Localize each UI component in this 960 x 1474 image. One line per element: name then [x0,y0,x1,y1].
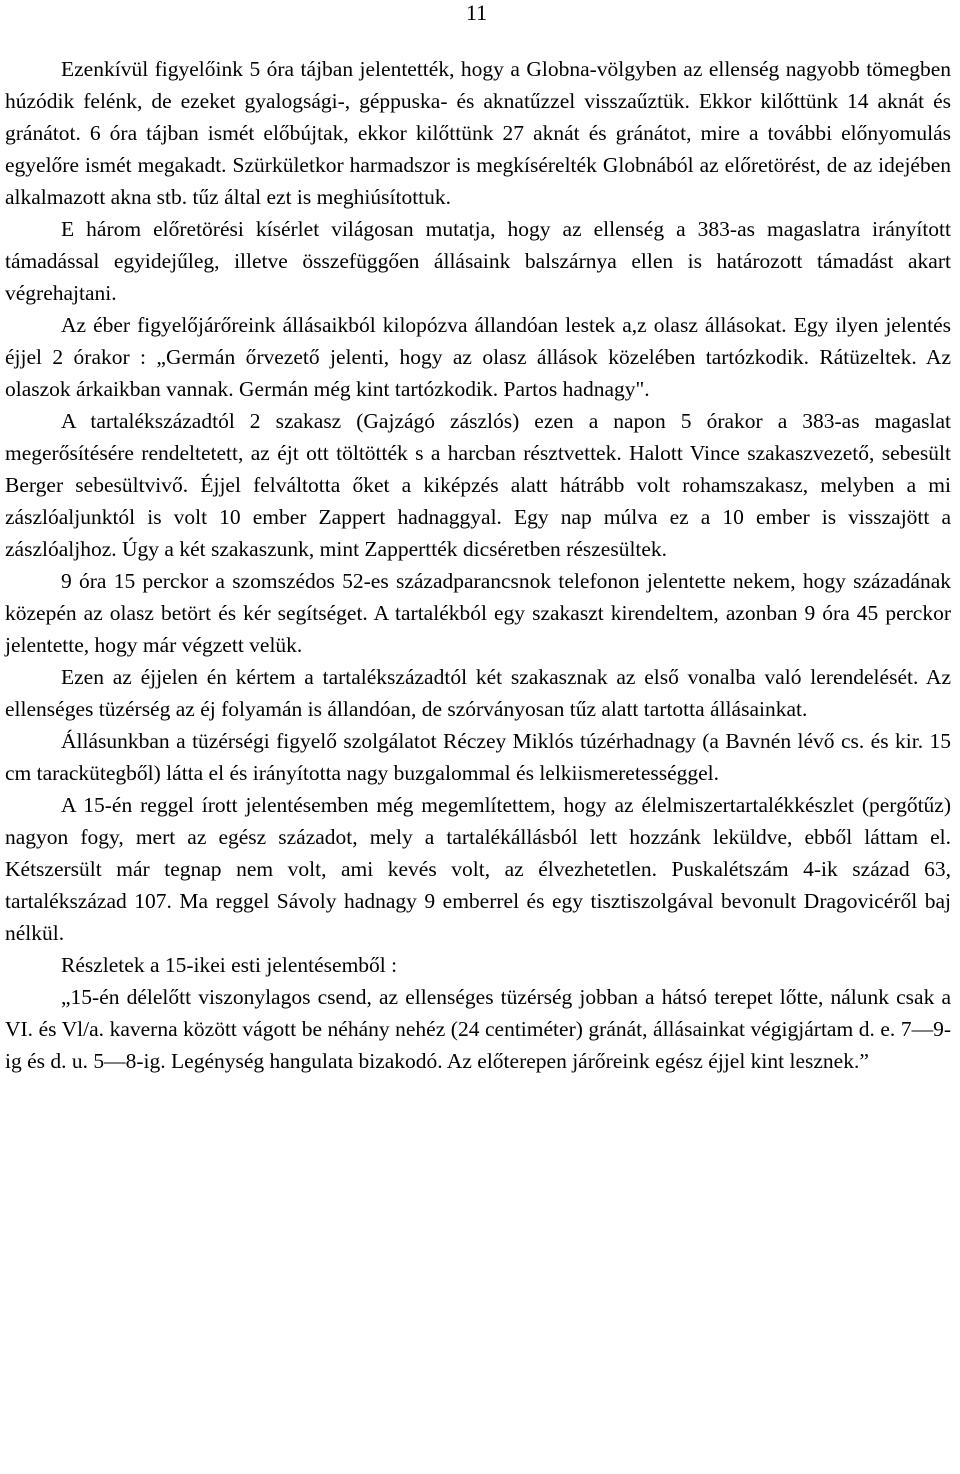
document-body [5,53,951,1077]
paragraph-4: A tartalékszázadtól 2 szakasz (Gajzágó zászlós) ezen a napon 5 órakor a 383-as magaslat megerősítésére rendeltetett, az éjt ott töltötték s a harcban résztvettek. Halott Vince szakaszvezető, sebesült Berger sebesültvivő. Éjjel felváltotta őket a kiképzés alatt hátrább volt rohamszakasz, melyben a mi zászlóaljunktól is volt 10 ember Zappert hadnaggyal. Egy nap múlva ez a 10 ember is visszajött a zászlóaljhoz. Úgy a két szakaszunk, mint Zappertték dicséretben részesültek. [5,409,951,561]
paragraph-10: „15-én délelőtt viszonylagos csend, az ellenséges tüzérség jobban a hátsó terepet lőtte, nálunk csak a VI. és Vl/a. kaverna között vágott be néhány nehéz (24 centiméter) gránát, állásainkat végigjártam d. e. 7—9-ig és d. u. 5—8-ig. Legénység hangulata bizakodó. Az előterepen járőreink egész éjjel kint lesznek.” [5,985,951,1073]
paragraph-2: E három előretörési kísérlet világosan mutatja, hogy az ellenség a 383-as magaslatra irányított támadással egyidejűleg, illetve összefüggően állásaink balszárnya ellen is határozott támadást akart végrehajtani. [5,217,951,305]
paragraph-9: Részletek a 15-ikei esti jelentésemből : [61,953,398,977]
page-number: 11 [466,0,488,25]
paragraph-1: Ezenkívül figyelőink 5 óra tájban jelentették, hogy a Globna-völgyben az ellenség nagyobb tömegben húzódik felénk, de ezeket gyalogsági-, géppuska- és aknatűzzel visszaűztük. Ekkor kilőttünk 14 aknát és gránátot. 6 óra tájban ismét előbújtak, ekkor kilőttünk 27 aknát és gránátot, mire a további előnyomulás egyelőre ismét megakadt. Szürkületkor harmadszor is megkísérelték Globnából az előretörést, de az idejében alkalmazott akna stb. tűz által ezt is meghiúsítottuk. [5,57,951,209]
paragraph-8: A 15-én reggel írott jelentésemben még megemlítettem, hogy az élelmiszertartalékkészlet (pergőtűz) nagyon fogy, mert az egész századot, mely a tartalékállásból lett hozzánk leküldve, ebből láttam el. Kétszersült már tegnap nem volt, ami kevés volt, az élvezhetetlen. Puskalétszám 4-ik század 63, tartalékszázad 107. Ma reggel Sávoly hadnagy 9 emberrel és egy tisztiszolgával bevonult Dragovicéről baj nélkül. [5,793,951,945]
paragraph-6: Ezen az éjjelen én kértem a tartalékszázadtól két szakasznak az első vonalba való lerendelését. Az ellenséges tüzérség az éj folyamán is állandóan, de szórványosan tűz alatt tartotta állásainkat. [5,665,951,721]
paragraph-5: 9 óra 15 perckor a szomszédos 52-es századparancsnok telefonon jelentette nekem, hogy századának közepén az olasz betört és kér segítséget. A tartalékból egy szakaszt kirendeltem, azonban 9 óra 45 perckor jelentette, hogy már végzett velük. [5,569,951,657]
paragraph-3: Az éber figyelőjárőreink állásaikból kilopózva állandóan lestek a,z olasz állásokat. Egy ilyen jelentés éjjel 2 órakor : „Germán őrvezető jelenti, hogy az olasz állások közelében tartózkodik. Rátüzeltek. Az olaszok árkaikban vannak. Germán még kint tartózkodik. Partos hadnagy". [5,313,951,401]
paragraph-7: Állásunkban a tüzérségi figyelő szolgálatot Réczey Miklós túzérhadnagy (a Bavnén lévő cs. és kir. 15 cm tarackütegből) látta el és irányította nagy buzgalommal és lelkiismeretességgel. [5,729,951,785]
